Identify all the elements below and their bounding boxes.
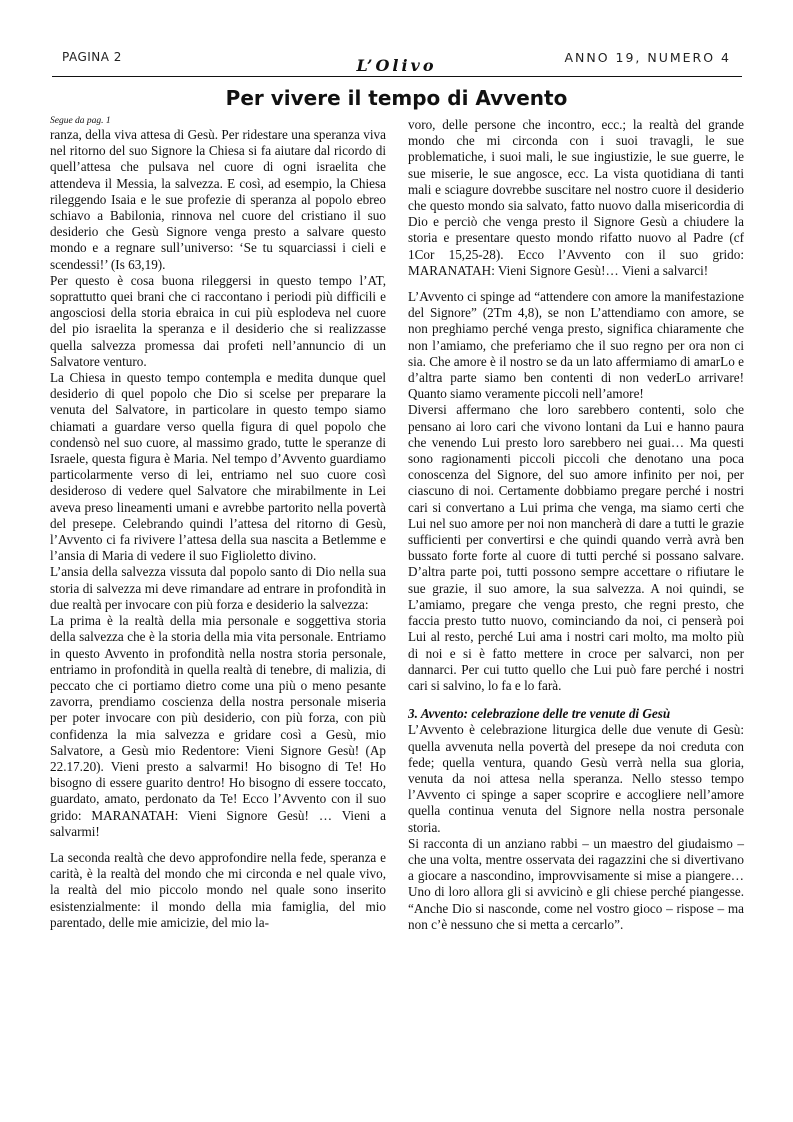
paragraph: Si racconta di un anziano rabbi – un maestro del giudaismo – che una volta, mentre osservata dei ragazzini che si divertivano a giocare a nascondino, improvvisamente si mise a piangere… Uno di loro allora gli si avvicinò e gli chiese perché piangesse. “Anche Dio si nasconde, come nel vostro gioco – rispose – ma non c’è nessuno che si metta a cercarlo”. [408,835,744,932]
masthead-title: L’Olivo [356,56,437,75]
paragraph: ranza, della viva attesa di Gesù. Per ridestare una speranza viva nel ritorno del suo Signore la Chiesa si fa aiutare dal ricordo di quell’attesa che pulsava nel cuore di ogni israelita che attendeva il Messia, la salvezza. E così, ad esempio, la Chiesa rileggendo Isaia e le sue profezie di speranza al popolo ebreo schiavo a Babilonia, rinnova nel cuore del cristiano il suo desiderio che Gesù Signore venga presto a salvare questo mondo e a regnare sull’universo: ‘Se tu squarciassi i cieli e scendessi!’ (Is 63,19). [50,127,386,272]
left-column [50,115,386,931]
continued-note: Segue da pag. 1 [50,116,111,126]
paragraph: La Chiesa in questo tempo contempla e medita dunque quel desiderio di quel popolo che Dio si scelse per preparare la venuta del Salvatore, in particolare in questo tempo siamo chiamati a guardare verso quella figura di quel popolo che condensò nel suo cuore, al massimo grado, tutte le speranze di Israele, questa figura è Maria. Nel tempo d’Avvento guardiamo particolarmente verso di lei, entriamo nel suo cuore così desideroso di vedere quel Salvatore che mirabilmente in Lei aveva preso lineamenti umani e avrebbe partorito nella povertà del presepe. Celebrando quindi l’attesa del ritorno di Gesù, l’Avvento ci fa rivivere l’attesa della sua nascita a Betlemme e l’ansia di Maria di vedere il suo Figlioletto divino. [50,370,386,564]
paragraph: La seconda realtà che devo approfondire nella fede, speranza e carità, è la realtà del mondo che mi circonda e nel quale vivo, la realtà del mio piccolo mondo nel quale sono inserito esistenzialmente: il mondo della mia famiglia, del mio parentado, delle mie amicizie, del mio la- [50,849,386,930]
paragraph: Per questo è cosa buona rileggersi in questo tempo l’AT, soprattutto quei brani che ci raccontano i periodi più difficili e angosciosi della storia ebraica in cui più esplodeva nel cuore del pio israelita la speranza e il desiderio che si realizzasse quella salvezza promessa dai profeti nell’annuncio di un Salvatore venturo. [50,272,386,369]
paragraph: Diversi affermano che loro sarebbero contenti, solo che pensano ai loro cari che vivono lontani da Lui e hanno paura che venendo Lui presto loro sarebbero nei guai… Ma questi sono ragionamenti piccoli piccoli che denotano una poca conoscenza del Signore, del suo amore infinito per noi, per ciascuno di noi. Certamente dobbiamo pregare perché i nostri cari si convertano a Lui prima che venga, ma siamo certi che Lui nel suo amore per noi non mancherà di dare a tutti le grazie sufficienti per convertirsi e che quindi quando verrà avrà ben bussato forte forte al cuore di tutti perché si possano salvare. D’altra parte poi, tutti possono sempre accettare o rifiutare le sue grazie, il suo amore, la sua salvezza. A noi quindi, se L’amiamo, pregare che venga presto, che regni presto, che faccia presto tutto nuovo, cominciando da noi, ci penserà poi Lui al resto, perché Lui ama i nostri cari molto, ma molto più di noi e si è fatto mettere in croce per salvarci, non per dannarci. Per cui tutto quello che Lui può fare perché i nostri cari si salvino, lo fa e lo farà. [408,402,744,693]
article-title: Per vivere il tempo di Avvento [225,86,568,110]
header-divider [52,76,742,77]
section-heading: 3. Avvento: celebrazione delle tre venute di Gesù [408,706,671,722]
paragraph: L’Avvento ci spinge ad “attendere con amore la manifestazione del Signore” (2Tm 4,8), se non L’attendiamo con amore, se non preghiamo perché venga presto, significa chiaramente che non l’amiamo, che preferiamo che il suo regno per ora non ci sia. Che amore è il nostro se da un lato affermiamo di amarLo e d’altra parte siamo ben contenti di non vederLo arrivare! Quanto siamo veramente piccoli nell’amore! [408,289,744,402]
right-column [408,117,744,933]
paragraph: La prima è la realtà della mia personale e soggettiva storia della salvezza che è la storia della mia vita personale. Entriamo in questo Avvento in profondità nella nostra storia personale, entriamo in profondità in quella realtà di tenebre, di malizia, di peccato che ci portiamo dietro come una più o meno pesante zavorra, prendiamo coscienza della nostra personale miseria per poter invocare con più desiderio, con più forza, con più confidenza la mia salvezza e gridare così a Gesù, mio Salvatore, a Gesù mio Redentore: Vieni Signore Gesù! (Ap 22.17.20). Vieni presto a salvarmi! Ho bisogno di Te! Ho bisogno di essere guarito dentro! Ho bisogno di essere toccato, guardato, amato, perdonato da Te! Ecco l’Avvento con il suo grido: MARANATAH: Vieni Signore Gesù! … Vieni a salvarmi! [50,613,386,839]
issue-label: ANNO 19, NUMERO 4 [564,50,731,65]
paragraph: L’Avvento è celebrazione liturgica delle due venute di Gesù: quella avvenuta nella povertà del presepe da noi creduta con fede; quella ventura, quando Gesù verrà nella sua gloria, venuta da noi attesa nella speranza. Nello stesso tempo l’Avvento ci spinge a saper scoprire e accogliere nell’amore quella continua venuta del Signore nella nostra personale storia. [408,722,744,835]
paragraph: L’ansia della salvezza vissuta dal popolo santo di Dio nella sua storia di salvezza mi deve rimandare ad entrare in profondità in due realtà per invocare con più forza e desiderio la salvezza: [50,564,386,612]
page-number-label: PAGINA 2 [62,50,122,64]
paragraph: voro, delle persone che incontro, ecc.; la realtà del grande mondo che mi circonda con i suoi travagli, le sue problematiche, i suoi mali, le sue ingiustizie, le sue guerre, le sue miserie, le sue angosce, ecc. La vista quotidiana di tanti mali e sciagure dovrebbe suscitare nel nostro cuore il desiderio che questo mondo sia salvato, fatto nuovo dalla misericordia di Dio e perciò che venga presto il Signore Gesù a chiudere la storia e presentare questo mondo rifatto nuovo al Padre (cf 1Cor 15,25-28). Ecco l’Avvento con il suo grido: MARANATAH: Vieni Signore Gesù!… Vieni a salvarci! [408,117,744,278]
